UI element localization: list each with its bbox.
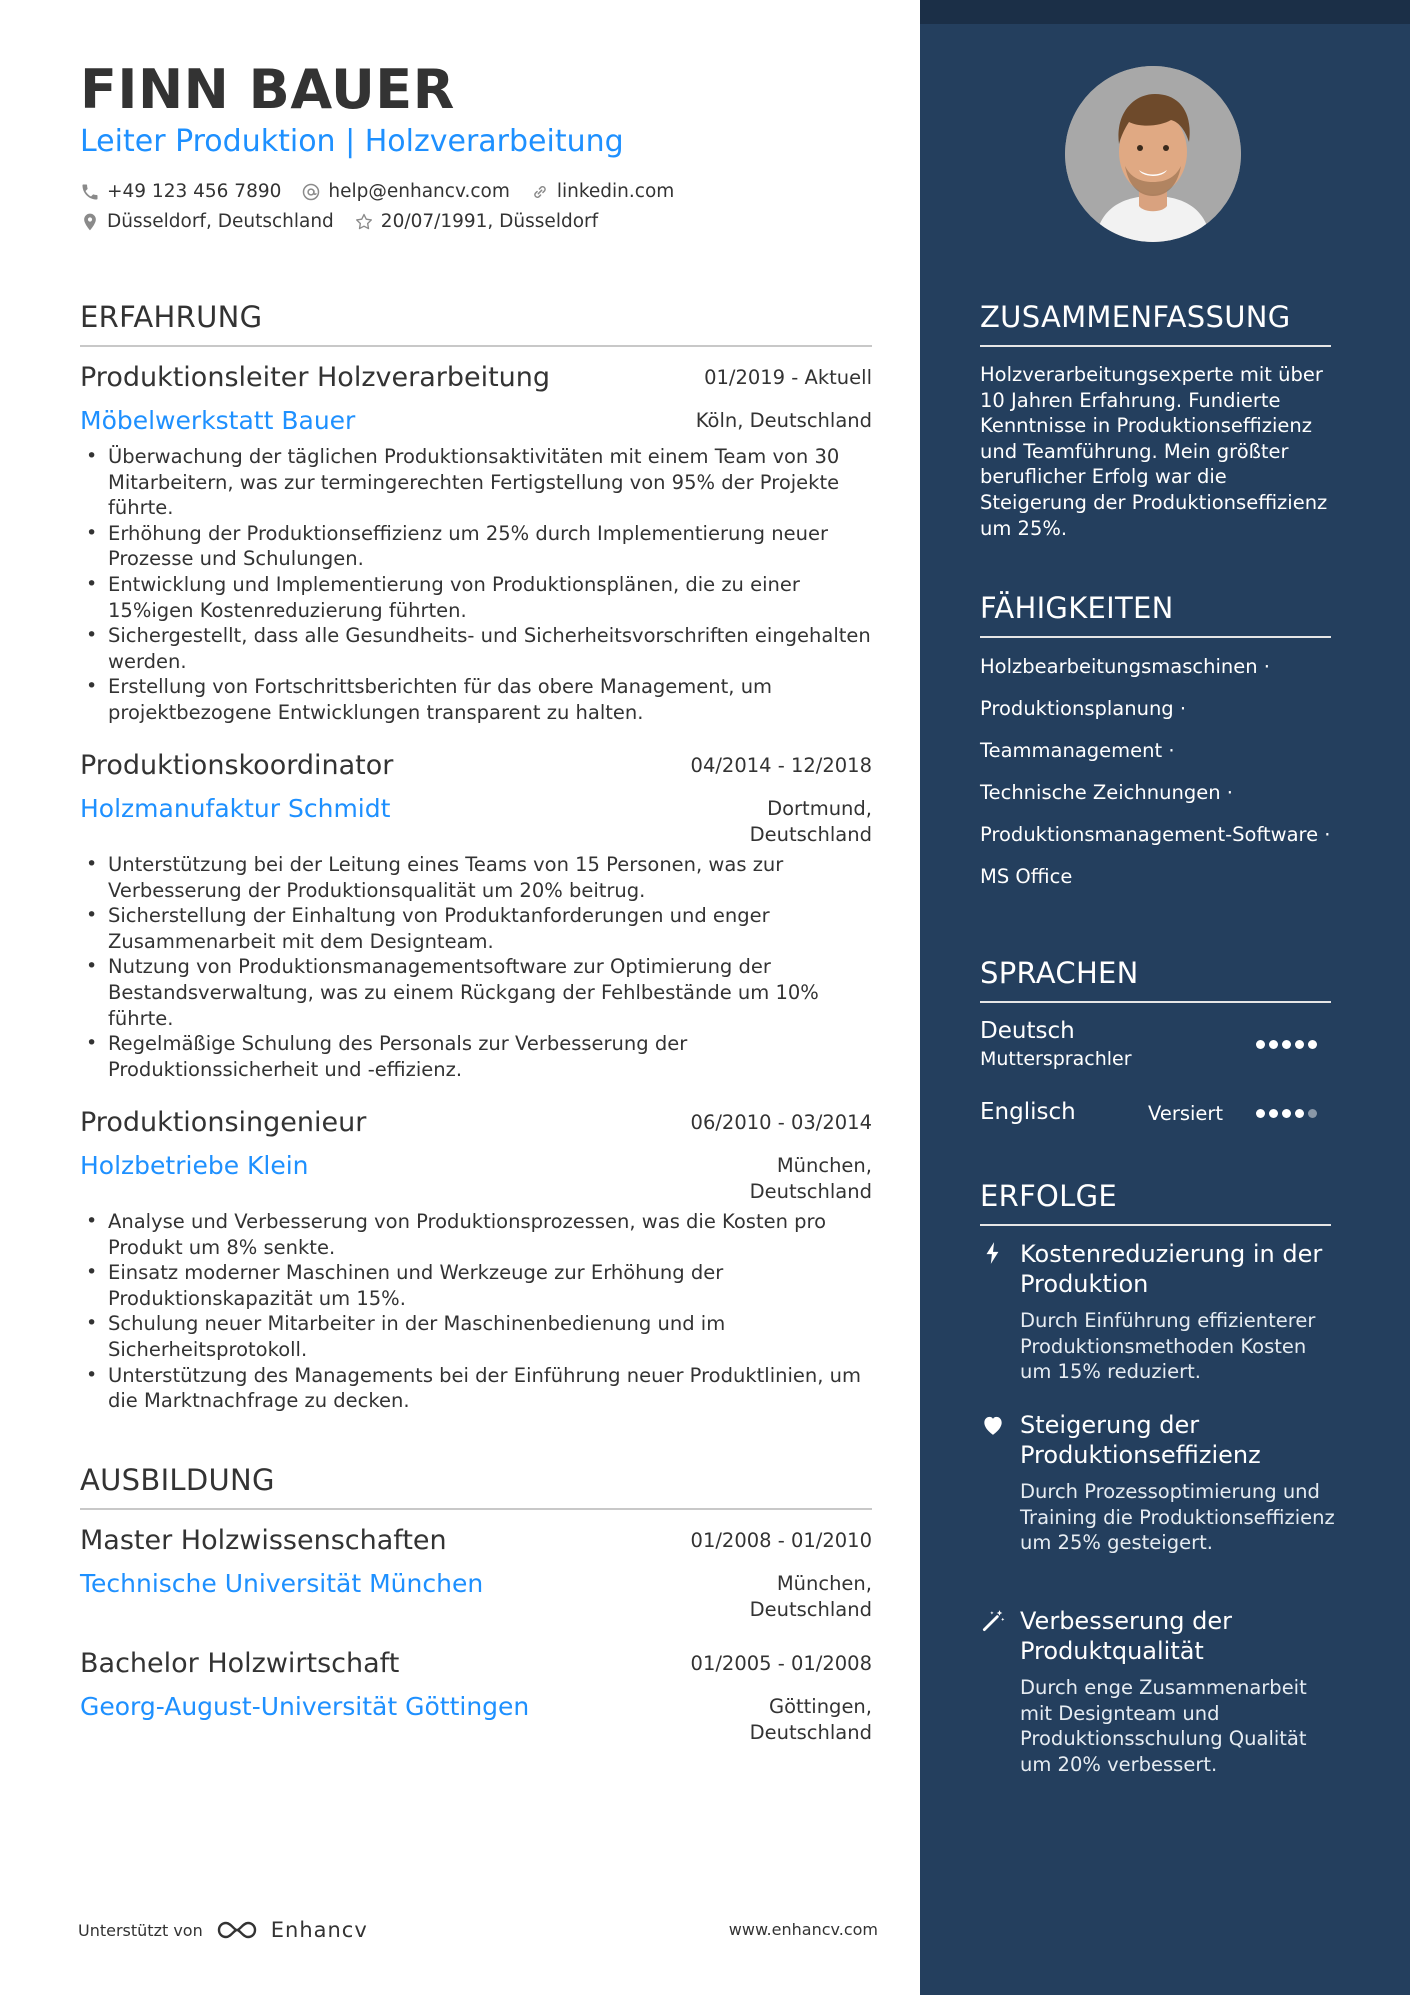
skill-item: Produktionsplanung ·: [980, 697, 1187, 720]
sidebar: [920, 0, 1410, 1995]
experience-heading: [80, 300, 872, 334]
language-rating: [1256, 1109, 1317, 1118]
contact-phone[interactable]: [80, 181, 281, 202]
phone-text: +49 123 456 7890: [107, 181, 282, 202]
list-item: • Sicherstellung der Einhaltung von Produktanforderungen und enger Zusammenarbeit mit dem Designteam.: [80, 903, 872, 954]
job-role: Produktionskoordinator: [80, 750, 394, 781]
location-text: Düsseldorf, Deutschland: [107, 211, 334, 232]
job-company[interactable]: Möbelwerkstatt Bauer: [80, 406, 356, 435]
linkedin-text: linkedin.com: [556, 181, 675, 202]
experience-heading-text: ERFAHRUNG: [80, 300, 263, 334]
school[interactable]: Technische Universität München: [80, 1569, 484, 1598]
location-pin-icon: [80, 212, 100, 232]
job-date: 06/2010 - 03/2014: [690, 1111, 872, 1134]
job-bullets: [80, 444, 872, 726]
achievement-description: Durch Prozessoptimierung und Training die Produktionseffizienz um 25% gesteigert.: [1020, 1480, 1335, 1555]
list-item: • Unterstützung des Managements bei der Einführung neuer Produktlinien, um die Marktnachfrage zu decken.: [80, 1363, 872, 1414]
language-level: Muttersprachler: [980, 1048, 1132, 1070]
list-item: • Überwachung der täglichen Produktionsaktivitäten mit einem Team von 30 Mitarbeitern, was zur termingerechten Fertigstellung von 95% der Projekte führte.: [80, 444, 872, 521]
email-text: help@enhancv.com: [328, 181, 510, 202]
candidate-title: Leiter Produktion | Holzverarbeitung: [80, 124, 624, 159]
job-location-line: Deutschland: [749, 1180, 872, 1203]
school[interactable]: Georg-August-Universität Göttingen: [80, 1692, 530, 1721]
rating-dot-filled: [1282, 1040, 1291, 1049]
education-heading-text: AUSBILDUNG: [80, 1463, 275, 1497]
footer-powered-by[interactable]: [78, 1918, 368, 1942]
education-date: 01/2005 - 01/2008: [690, 1652, 872, 1675]
language-name: Deutsch: [980, 1018, 1075, 1044]
job-company[interactable]: Holzbetriebe Klein: [80, 1151, 309, 1180]
skills-heading: [980, 591, 1331, 625]
list-item: • Entwicklung und Implementierung von Produktionsplänen, die zu einer 15%igen Kostenreduzierung führten.: [80, 572, 872, 623]
job-date: 04/2014 - 12/2018: [690, 754, 872, 777]
avatar: [1065, 66, 1241, 242]
divider: [980, 1001, 1331, 1003]
contact-row-2: [80, 211, 618, 232]
education-location-line: Deutschland: [749, 1721, 872, 1744]
enhancv-logo-icon: [215, 1919, 261, 1941]
divider: [980, 345, 1331, 347]
education-location-line: München,: [776, 1572, 872, 1595]
job-date: 01/2019 - Aktuell: [704, 366, 872, 389]
rating-dot-filled: [1295, 1040, 1304, 1049]
rating-dot-filled: [1256, 1040, 1265, 1049]
link-icon: [530, 182, 550, 202]
summary-heading: [980, 300, 1331, 334]
achievement-title: Steigerung der Produktionseffizienz: [1020, 1411, 1261, 1469]
contact-email[interactable]: [301, 181, 509, 202]
brand-name: Enhancv: [270, 1918, 368, 1942]
education-date: 01/2008 - 01/2010: [690, 1529, 872, 1552]
skill-item: Holzbearbeitungsmaschinen ·: [980, 655, 1270, 678]
divider: [980, 1224, 1331, 1226]
skill-item: Teammanagement ·: [980, 739, 1175, 762]
contact-birth: [354, 211, 598, 232]
education-location: [750, 1694, 872, 1746]
divider: [980, 636, 1331, 638]
contact-linkedin[interactable]: [530, 181, 674, 202]
achievement-description: Durch Einführung effizienterer Produktionsmethoden Kosten um 15% reduziert.: [1020, 1309, 1316, 1384]
job-role: Produktionsingenieur: [80, 1107, 367, 1138]
achievement-title: Verbesserung der Produktqualität: [1020, 1607, 1232, 1665]
summary-heading-text: ZUSAMMENFASSUNG: [980, 300, 1291, 334]
footer-url[interactable]: www.enhancv.com: [728, 1920, 878, 1939]
magic-wand-icon: [980, 1608, 1006, 1634]
skill-item: Produktionsmanagement-Software ·: [980, 823, 1331, 846]
job-location: [750, 796, 872, 848]
education-heading: [80, 1463, 872, 1497]
contact-row-1: [80, 181, 694, 202]
powered-by-text: Unterstützt von: [78, 1920, 203, 1940]
job-location: [750, 1153, 872, 1205]
job-location-line: Deutschland: [749, 823, 872, 846]
lightning-icon: [980, 1240, 1006, 1266]
job-bullets: [80, 852, 872, 1082]
languages-heading: [980, 956, 1331, 990]
education-location-line: Deutschland: [749, 1598, 872, 1621]
rating-dot-filled: [1282, 1109, 1291, 1118]
divider: [80, 1508, 872, 1510]
job-role: Produktionsleiter Holzverarbeitung: [80, 362, 551, 393]
rating-dot-filled: [1269, 1109, 1278, 1118]
job-location-line: Dortmund,: [767, 797, 872, 820]
language-rating: [1256, 1040, 1317, 1049]
achievements-heading-text: ERFOLGE: [980, 1179, 1118, 1213]
list-item: • Analyse und Verbesserung von Produktionsprozessen, was die Kosten pro Produkt um 8% senkte.: [80, 1209, 872, 1260]
achievement-title: Kostenreduzierung in der Produktion: [1020, 1240, 1323, 1298]
degree: Master Holzwissenschaften: [80, 1525, 447, 1556]
job-location: Köln, Deutschland: [695, 409, 872, 432]
education-location: [750, 1571, 872, 1623]
language-name: Englisch: [980, 1099, 1076, 1125]
skill-item: MS Office: [980, 865, 1073, 888]
candidate-name: FINN BAUER: [80, 58, 455, 121]
languages-heading-text: SPRACHEN: [980, 956, 1139, 990]
language-level: Versiert: [1148, 1102, 1224, 1125]
job-bullets: [80, 1209, 872, 1414]
rating-dot-filled: [1256, 1109, 1265, 1118]
list-item: • Regelmäßige Schulung des Personals zur Verbesserung der Produktionssicherheit und -effizienz.: [80, 1031, 872, 1082]
degree: Bachelor Holzwirtschaft: [80, 1648, 400, 1679]
education-location-line: Göttingen,: [768, 1695, 872, 1718]
skill-item: Technische Zeichnungen ·: [980, 781, 1233, 804]
phone-icon: [80, 182, 100, 202]
list-item: • Einsatz moderner Maschinen und Werkzeuge zur Erhöhung der Produktionskapazität um 15%.: [80, 1260, 872, 1311]
achievements-heading: [980, 1179, 1331, 1213]
achievement-description: Durch enge Zusammenarbeit mit Designteam und Produktionsschulung Qualität um 20% verbessert.: [1020, 1676, 1307, 1776]
heart-icon: [980, 1412, 1006, 1438]
list-item: • Unterstützung bei der Leitung eines Teams von 15 Personen, was zur Verbesserung der Produktionsqualität um 20% beitrug.: [80, 852, 872, 903]
list-item: • Erstellung von Fortschrittsberichten für das obere Management, um projektbezogene Entwicklungen transparent zu halten.: [80, 674, 872, 725]
at-icon: [301, 182, 321, 202]
list-item: • Schulung neuer Mitarbeiter in der Maschinenbedienung und im Sicherheitsprotokoll.: [80, 1311, 872, 1362]
summary-text: Holzverarbeitungsexperte mit über 10 Jahren Erfahrung. Fundierte Kenntnisse in Produktionseffizienz und Teamführung. Mein größter beruflicher Erfolg war die Steigerung der Produktionseffizienz um 25%.: [980, 363, 1328, 540]
birth-text: 20/07/1991, Düsseldorf: [380, 211, 599, 232]
rating-dot-filled: [1308, 1040, 1317, 1049]
list-item: • Sichergestellt, dass alle Gesundheits- und Sicherheitsvorschriften eingehalten werden.: [80, 623, 872, 674]
list-item: • Erhöhung der Produktionseffizienz um 25% durch Implementierung neuer Prozesse und Schulungen.: [80, 521, 872, 572]
divider: [80, 345, 872, 347]
rating-dot-empty: [1308, 1109, 1317, 1118]
profile-photo-icon: [1065, 66, 1241, 242]
job-company[interactable]: Holzmanufaktur Schmidt: [80, 794, 391, 823]
star-icon: [354, 212, 374, 232]
list-item: • Nutzung von Produktionsmanagementsoftware zur Optimierung der Bestandsverwaltung, was zu einem Rückgang der Fehlbestände um 10% führte.: [80, 954, 872, 1031]
contact-location: [80, 211, 334, 232]
rating-dot-filled: [1269, 1040, 1278, 1049]
sidebar-top-band: [920, 0, 1410, 24]
skills-heading-text: FÄHIGKEITEN: [980, 591, 1174, 625]
rating-dot-filled: [1295, 1109, 1304, 1118]
job-location-line: München,: [776, 1154, 872, 1177]
